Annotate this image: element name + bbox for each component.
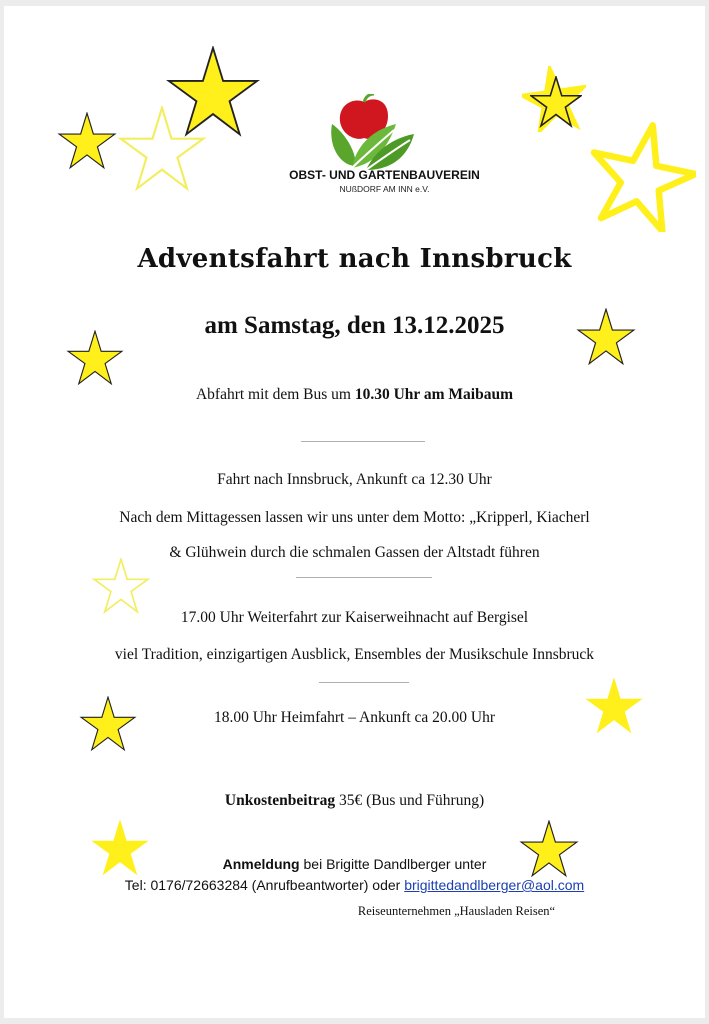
itinerary-line: & Glühwein durch die schmalen Gassen der Altstadt führen	[169, 544, 540, 561]
return-trip-line: 18.00 Uhr Heimfahrt – Ankunft ca 20.00 Uhr	[213, 709, 496, 726]
divider	[296, 577, 432, 578]
cost-value: 35€ (Bus und Führung)	[335, 792, 485, 809]
operator-note: Reiseunternehmen „Hausladen Reisen“	[357, 904, 556, 918]
departure-line	[4, 386, 705, 404]
itinerary-line: 17.00 Uhr Weiterfahrt zur Kaiserweihnacht auf Bergisel	[180, 609, 529, 626]
itinerary-line: Fahrt nach Innsbruck, Ankunft ca 12.30 Uhr	[217, 471, 492, 488]
divider	[319, 682, 409, 683]
flyer-page	[4, 6, 705, 1018]
divider	[301, 441, 425, 442]
organization-location: NUßDORF AM INN e.V.	[339, 184, 430, 194]
itinerary-line: viel Tradition, einzigartigen Ausblick, Ensembles der Musikschule Innsbruck	[114, 646, 595, 663]
departure-text: Abfahrt mit dem Bus um	[195, 386, 355, 403]
registration-label: Anmeldung	[222, 856, 300, 872]
departure-time: 10.30 Uhr am Maibaum	[354, 386, 514, 403]
registration-line	[4, 856, 705, 872]
organization-name: OBST- UND GARTENBAUVEREIN	[289, 168, 480, 182]
star-icon	[530, 76, 582, 128]
itinerary-line: Nach dem Mittagessen lassen wir uns unter dem Motto: „Kripperl, Kiacherl	[119, 509, 590, 526]
event-date: am Samstag, den 13.12.2025	[204, 312, 505, 339]
page-title: Adventsfahrt nach Innsbruck	[137, 244, 572, 274]
apple-leaf-logo-icon	[322, 94, 422, 178]
registration-text: bei Brigitte Dandlberger unter	[299, 856, 487, 872]
cost-line	[4, 792, 705, 810]
star-outline-icon	[90, 558, 152, 614]
email-link[interactable]: brigittedandlberger@aol.com	[404, 877, 585, 893]
contact-line	[4, 877, 705, 893]
phone-text: Tel: 0176/72663284 (Anrufbeantworter) oder	[124, 877, 405, 893]
star-icon	[56, 112, 118, 170]
cost-label: Unkostenbeitrag	[224, 792, 336, 809]
